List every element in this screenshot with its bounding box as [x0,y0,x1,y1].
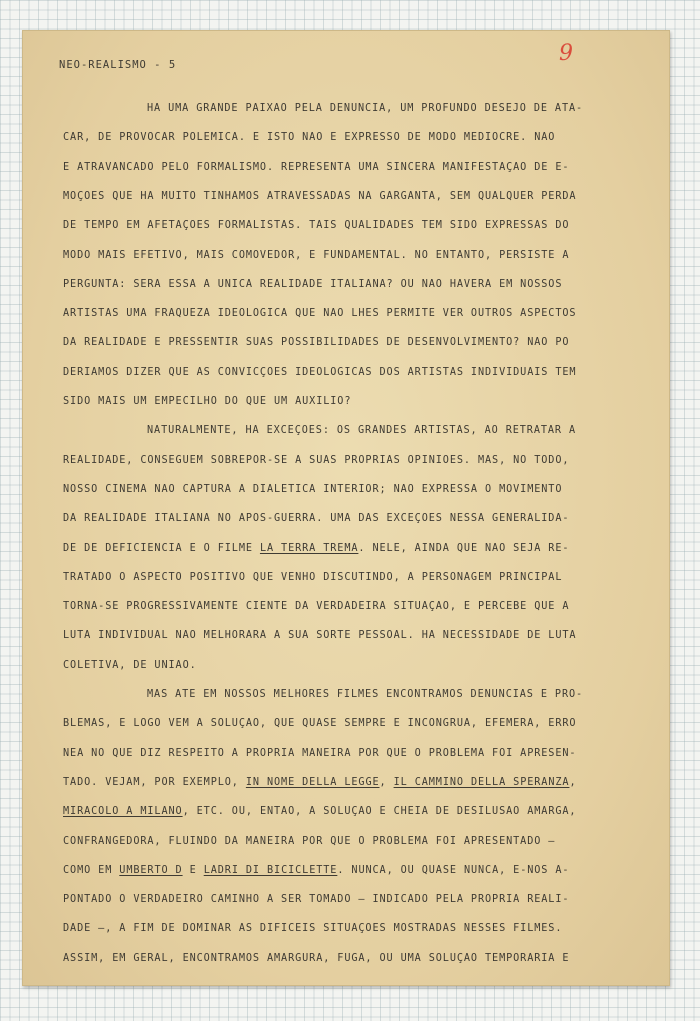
text-segment: . NÊLE, AINDA QUE NÃO SEJA RE- [358,542,570,554]
text-segment: , [379,776,394,788]
text-line: TORNA-SE PROGRESSIVAMENTE CIENTE DA VERDADEIRA SITUAÇÃO, E PERCEBE QUE A [63,601,570,613]
text-line: DADE —, A FIM DE DOMINAR AS DIFÍCEIS SITUAÇÕES MOSTRADAS NESSES FILMES. [63,923,563,935]
text-line: ARTISTAS UMA FRAQUEZA IDEOLÓGICA QUE NÃO LHES PERMITE VER OUTROS ASPECTOS [63,308,577,320]
text-line [63,865,623,876]
text-line: LUTA INDIVIDUAL NÃO MELHORARÁ A SUA SORTE PESSOAL. HÁ NECESSIDADE DE LUTA [63,630,577,642]
typewritten-page [22,30,670,986]
text-line: NEA NO QUE DIZ RESPEITO À PRÓPRIA MANEIRA POR QUE O PROBLEMA FOI APRESEN- [63,747,577,759]
text-line: ASSIM, EM GERAL, ENCONTRAMOS AMARGURA, FUGA, OU UMA SOLUÇÃO TEMPORÁRIA E [63,952,570,964]
text-line: DA REALIDADE ITALIANA NO APÓS-GUERRA. UMA DAS EXCEÇÕES NESSA GENERALIDA- [63,513,570,525]
text-line: É ATRAVANCADO PELO FORMALISMO. REPRESENTA UMA SINCERA MANIFESTAÇÃO DE E- [63,161,570,173]
film-title: MIRACOLO A MILANO [63,806,183,818]
text-segment: TADO. VEJAM, POR EXEMPLO, [63,776,246,788]
text-line: MAS ATÉ EM NOSSOS MELHORES FILMES ENCONTRAMOS DENÚNCIAS E PRO- [147,689,584,700]
film-title: UMBERTO D [119,864,183,876]
text-segment: , [569,776,577,788]
film-title: LA TERRA TREMA [259,542,359,554]
text-line: NATURALMENTE, HÁ EXCEÇÕES: OS GRANDES ARTISTAS, AO RETRATAR A [147,425,577,437]
film-title: LADRI DI BICICLETTE [203,864,338,876]
page-header: NEO-REALISMO - 5 [59,59,177,71]
text-line: NOSSO CINEMA NÃO CAPTURA A DIALÉTICA INTERIOR; NÃO EXPRESSA O MOVIMENTO [63,483,563,495]
text-line [63,543,623,554]
text-line: TRATADO O ASPECTO POSITIVO QUE VENHO DISCUTINDO, A PERSONAGEM PRINCIPAL [63,571,563,583]
text-line: REALIDADE, CONSEGUEM SOBREPÔR-SE A SUAS PRÓPRIAS OPINIÕES. MAS, NO TODO, [63,454,570,466]
text-line: CAR, DE PROVOCAR POLÊMICA. E ISTO NÃO É EXPRESSO DE MODO MEDÍOCRE. NÃO [63,132,556,144]
text-line: CONFRANGEDORA, FLUINDO DA MANEIRA POR QUE O PROBLEMA FOI APRESENTADO — [63,835,556,847]
text-line [63,777,623,788]
handwritten-page-number: 9 [559,41,573,66]
text-line: HÁ UMA GRANDE PAIXÃO PELA DENÚNCIA, UM PROFUNDO DESEJO DE ATA- [147,103,584,114]
text-segment: . NUNCA, OU QUASE NUNCA, É-NOS A- [337,864,570,876]
text-line: SIDO MAIS UM EMPECILHO DO QUE UM AUXÍLIO? [63,396,352,407]
text-line: MODO MAIS EFETIVO, MAIS COMOVEDOR, E FUNDAMENTAL. NO ENTANTO, PERSISTE A [63,249,570,261]
text-line: PONTADO O VERDADEIRO CAMINHO A SER TOMADO — INDICADO PELA PRÓPRIA REALI- [63,894,570,906]
film-title: IL CAMMINO DELLA SPERANZA [393,776,570,788]
text-line: COLETIVA, DE UNIÃO. [63,659,197,671]
text-line: DERÍAMOS DIZER QUE AS CONVICÇÕES IDEOLÓGICAS DOS ARTISTAS INDIVIDUAIS TÊM [63,366,577,378]
text-segment: COMO EM [63,864,120,876]
text-line: DA REALIDADE E PRESSENTIR SUAS POSSIBILIDADES DE DESENVOLVIMENTO? NÃO PO [63,337,570,349]
text-line: MOÇÕES QUE HÁ MUITO TÍNHAMOS ATRAVESSADAS NA GARGANTA, SEM QUALQUER PERDA [63,190,577,202]
film-title: IN NOME DELLA LEGGE [245,776,380,788]
text-segment: DE DE DEFICIÊNCIA É O FILME [63,542,260,554]
text-line: DE TEMPO EM AFETAÇÕES FORMALISTAS. TAIS QUALIDADES TÊM SIDO EXPRESSAS DO [63,220,570,232]
text-segment: E [182,864,204,876]
text-line [63,806,623,817]
text-line: PERGUNTA: SERÁ ESSA A ÚNICA REALIDADE ITALIANA? OU NÃO HAVERÁ EM NOSSOS [63,278,563,290]
text-line: BLEMAS, E LOGO VEM A SOLUÇÃO, QUE QUASE SEMPRE É INCÔNGRUA, EFÊMERA, ERRÔ [63,718,577,730]
text-segment: , ETC. OU, ENTÃO, A SOLUÇÃO É CHEIA DE DESILUSÃO AMARGA, [182,806,577,818]
